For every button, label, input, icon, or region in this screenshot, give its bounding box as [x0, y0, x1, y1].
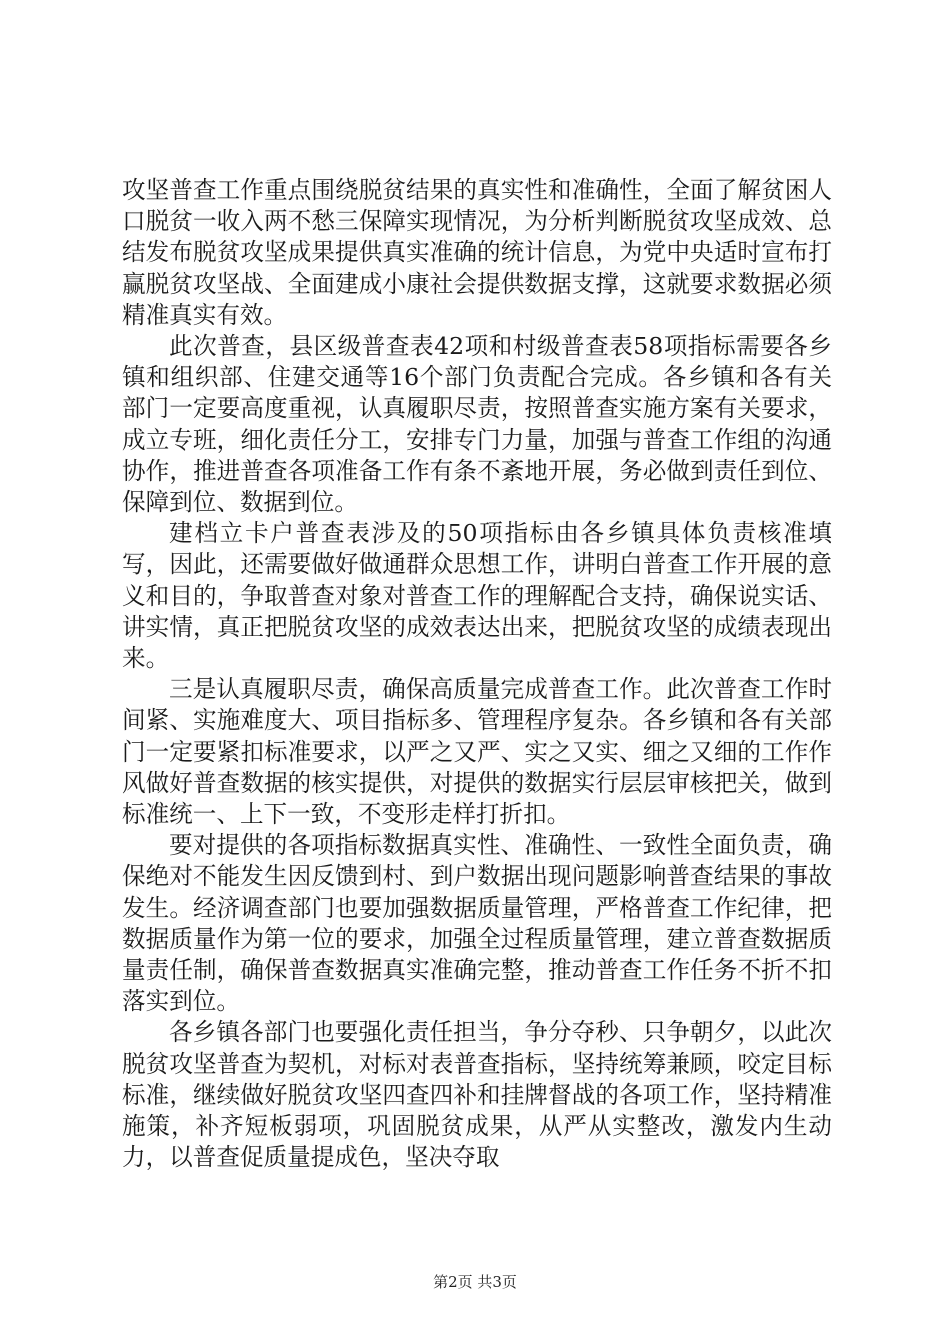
paragraph-6: 各乡镇各部门也要强化责任担当，争分夺秒、只争朝夕，以此次脱贫攻坚普查为契机，对标对表普查指标，坚持统筹兼顾，咬定目标标准，继续做好脱贫攻坚四查四补和挂牌督战的各项工作，坚持精准施策，补齐短板弱项，巩固脱贫成果，从严从实整改，激发内生动力，以普查促质量提成色，坚决夺取 [122, 1018, 832, 1172]
paragraph-5: 要对提供的各项指标数据真实性、准确性、一致性全面负责，确保绝对不能发生因反馈到村、到户数据出现问题影响普查结果的事故发生。经济调查部门也要加强数据质量管理，严格普查工作纪律，把数据质量作为第一位的要求，加强全过程质量管理，建立普查数据质量责任制，确保普查数据真实准确完整，推动普查工作任务不折不扣落实到位。 [122, 831, 832, 1016]
paragraph-2: 此次普查，县区级普查表42项和村级普查表58项指标需要各乡镇和组织部、住建交通等16个部门负责配合完成。各乡镇和各有关部门一定要高度重视，认真履职尽责，按照普查实施方案有关要求，成立专班，细化责任分工，安排专门力量，加强与普查工作组的沟通协作，推进普查各项准备工作有条不紊地开展，务必做到责任到位、保障到位、数据到位。 [122, 332, 832, 517]
page-number-footer: 第2页 共3页 [433, 1273, 517, 1291]
document-body [122, 175, 832, 1174]
paragraph-1: 攻坚普查工作重点围绕脱贫结果的真实性和准确性，全面了解贫困人口脱贫一收入两不愁三保障实现情况，为分析判断脱贫攻坚成效、总结发布脱贫攻坚成果提供真实准确的统计信息，为党中央适时宣布打赢脱贫攻坚战、全面建成小康社会提供数据支撑，这就要求数据必须精准真实有效。 [122, 176, 832, 329]
paragraph-4: 三是认真履职尽责，确保高质量完成普查工作。此次普查工作时间紧、实施难度大、项目指标多、管理程序复杂。各乡镇和各有关部门一定要紧扣标准要求，以严之又严、实之又实、细之又细的工作作风做好普查数据的核实提供，对提供的数据实行层层审核把关，做到标准统一、上下一致，不变形走样打折扣。 [122, 675, 832, 829]
paragraph-3: 建档立卡户普查表涉及的50项指标由各乡镇具体负责核准填写，因此，还需要做好做通群众思想工作，讲明白普查工作开展的意义和目的，争取普查对象对普查工作的理解配合支持，确保说实话、讲实情，真正把脱贫攻坚的成效表达出来，把脱贫攻坚的成绩表现出来。 [122, 519, 832, 673]
